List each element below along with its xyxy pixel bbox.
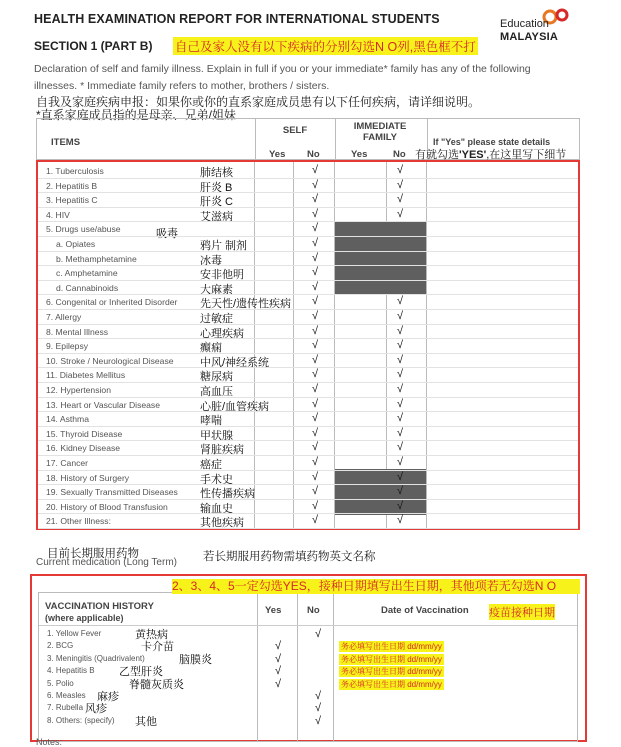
illness-row-label: 12. Hypertension <box>46 385 111 395</box>
illness-row-label: 2. Hepatitis B <box>46 180 98 191</box>
illness-row-zh: 手术史 <box>200 473 233 486</box>
illness-row-label: 16. Kidney Disease <box>46 443 121 454</box>
vaccine-date-hint[interactable]: 务必填写出生日期 dd/mm/yy <box>341 679 442 689</box>
family-no-checkbox[interactable]: √ <box>397 310 404 322</box>
section-note: 自己及家人没有以下疾病的分别勾选N O列,黑色框不打 <box>173 37 478 55</box>
illness-row-label: 4. HIV <box>46 209 70 220</box>
family-no-checkbox[interactable]: √ <box>397 426 404 439</box>
col-self-yes: Yes <box>269 149 286 160</box>
illness-row-zh: 肝炎 C <box>200 196 233 209</box>
self-no-checkbox[interactable]: √ <box>312 383 319 395</box>
vac-col-yes: Yes <box>265 605 282 616</box>
self-no-checkbox[interactable]: √ <box>312 441 319 454</box>
family-no-checkbox[interactable]: √ <box>397 339 404 352</box>
self-no-checkbox[interactable]: √ <box>312 397 319 410</box>
illness-row-zh: 心脏/血管疾病 <box>200 400 270 413</box>
col-self-no: No <box>307 149 320 160</box>
illness-row-label: 6. Congenital or Inherited Disorder <box>46 297 178 308</box>
logo-text-malaysia: MALAYSIA <box>500 31 559 43</box>
self-no-checkbox[interactable]: √ <box>312 412 319 425</box>
self-no-checkbox[interactable]: √ <box>312 470 319 483</box>
col-family-no: No <box>393 149 406 160</box>
illness-row-zh: 输血史 <box>200 502 233 515</box>
self-no-checkbox[interactable]: √ <box>312 178 319 191</box>
vaccine-row-label: 1. Yellow Fever <box>47 629 102 638</box>
vac-col-history-sub: (where applicable) <box>45 613 124 623</box>
row-divider <box>38 221 578 222</box>
illness-row-label: c. Amphetamine <box>56 268 118 279</box>
row-divider <box>38 499 578 500</box>
illness-row-zh: 安非他明 <box>200 269 244 282</box>
family-no-checkbox[interactable]: √ <box>397 441 404 454</box>
family-no-checkbox[interactable]: √ <box>397 178 404 191</box>
vac-col-date-zh: 疫苗接种日期 <box>489 604 555 620</box>
illness-row-zh: 中风/神经系统 <box>200 356 270 369</box>
row-divider <box>38 440 578 441</box>
family-no-checkbox[interactable]: √ <box>397 353 404 366</box>
declaration-text-1: Declaration of self and family illness. Explain in full if you or your immediate* family has any of the following <box>34 63 531 75</box>
vaccine-row-zh: 乙型肝炎 <box>119 666 163 679</box>
vaccine-date-hint[interactable]: 务必填写出生日期 dd/mm/yy <box>341 667 442 677</box>
vac-col-no: No <box>307 605 320 616</box>
vaccine-row-label: 2. BCG <box>47 641 74 651</box>
vaccine-yes-checkbox[interactable]: √ <box>275 665 282 678</box>
illness-row-zh: 大麻素 <box>200 283 233 296</box>
self-no-checkbox[interactable]: √ <box>312 426 319 439</box>
family-no-checkbox[interactable]: √ <box>397 295 404 308</box>
illness-row-label: a. Opiates <box>56 239 96 249</box>
row-divider <box>38 280 578 281</box>
family-no-checkbox[interactable]: √ <box>397 499 404 512</box>
vaccine-row-label: 5. Polio <box>47 678 74 688</box>
vaccine-date-hint[interactable]: 务必填写出生日期 dd/mm/yy <box>341 642 442 652</box>
self-no-checkbox[interactable]: √ <box>312 353 319 366</box>
row-divider <box>38 455 578 456</box>
row-divider <box>38 470 578 471</box>
vaccine-row-zh: 风疹 <box>85 703 107 716</box>
illness-row-zh: 其他疾病 <box>200 517 244 530</box>
self-no-checkbox[interactable]: √ <box>312 222 319 235</box>
vaccine-row-label: 7. Rubella <box>47 703 84 713</box>
illness-row-zh: 高血压 <box>200 386 233 398</box>
redacted-box-drugs <box>335 221 426 295</box>
vaccine-row-zh: 脊髓灰质炎 <box>129 678 184 691</box>
family-no-checkbox[interactable]: √ <box>397 412 404 425</box>
illness-row-label: 21. Other Illness: <box>46 516 111 527</box>
vaccine-row-label: 8. Others: (specify) <box>47 715 115 725</box>
vaccine-no-checkbox[interactable]: √ <box>315 714 322 727</box>
vaccine-row-label: 3. Meningitis (Quadrivalent) <box>47 653 145 663</box>
family-no-checkbox[interactable]: √ <box>397 456 404 468</box>
vac-col-date: Date of Vaccination <box>381 605 469 616</box>
col-details: If "Yes" please state details <box>433 137 551 147</box>
vaccine-row-label: 6. Measles <box>47 691 86 700</box>
col-self: SELF <box>282 125 308 136</box>
family-no-checkbox[interactable]: √ <box>397 397 404 410</box>
row-divider <box>38 382 578 383</box>
vaccination-rows <box>39 593 577 741</box>
family-no-checkbox[interactable]: √ <box>397 514 404 527</box>
illness-rows <box>38 162 578 528</box>
illness-row-label: 11. Diabetes Mellitus <box>46 370 126 381</box>
vaccine-yes-checkbox[interactable]: √ <box>275 652 282 665</box>
row-divider <box>38 265 578 266</box>
self-no-checkbox[interactable]: √ <box>312 324 319 337</box>
illness-row-zh: 甲状腺 <box>200 429 233 442</box>
family-no-checkbox[interactable]: √ <box>397 207 404 220</box>
current-medication-zh: 目前长期服用药物 <box>47 548 139 560</box>
row-divider <box>38 192 578 193</box>
vaccination-section <box>30 574 587 742</box>
row-divider <box>38 353 578 354</box>
self-no-checkbox[interactable]: √ <box>312 251 319 264</box>
redacted-box-history <box>335 469 426 515</box>
illness-row-zh: 性传播疾病 <box>200 488 255 501</box>
illness-row-zh: 肾脏疾病 <box>200 444 244 457</box>
self-no-checkbox[interactable]: √ <box>312 266 319 279</box>
illness-row-label: 17. Cancer <box>46 458 89 468</box>
row-divider <box>38 324 578 325</box>
row-divider <box>38 411 578 412</box>
current-medication-note: 若长期服用药物需填药物英文名称 <box>203 551 376 563</box>
col-items: ITEMS <box>51 137 81 148</box>
row-divider <box>38 513 578 514</box>
vaccine-row-zh: 脑膜炎 <box>179 653 212 666</box>
row-divider <box>38 236 578 237</box>
vaccination-note: 2、3、4、5一定勾选YES，接种日期填写出生日期，其他项若无勾选N O <box>172 579 580 594</box>
row-divider <box>38 484 578 485</box>
self-no-checkbox[interactable]: √ <box>312 368 319 381</box>
current-medication-en: Current medication (Long Term) <box>36 557 177 568</box>
vaccine-row-zh: 黄热病 <box>135 629 168 641</box>
drugs-zh-label: 吸毒 <box>156 228 178 240</box>
vaccine-date-hint[interactable]: 务必填写出生日期 dd/mm/yy <box>341 654 442 664</box>
education-malaysia-logo <box>492 8 592 44</box>
family-no-checkbox[interactable]: √ <box>397 324 404 337</box>
family-no-checkbox[interactable]: √ <box>397 485 404 498</box>
self-no-checkbox[interactable]: √ <box>312 514 319 527</box>
self-no-checkbox[interactable]: √ <box>312 499 319 512</box>
row-divider <box>38 338 578 339</box>
declaration-zh-2: *直系家庭成员指的是母亲、兄弟/姐妹 <box>36 108 237 122</box>
vac-col-history: VACCINATION HISTORY <box>45 601 154 612</box>
illness-row-zh: 心理疾病 <box>200 327 244 340</box>
vaccine-row-zh: 其他 <box>135 715 157 728</box>
self-no-checkbox[interactable]: √ <box>312 295 319 308</box>
col-family: IMMEDIATE FAMILY <box>353 121 407 143</box>
vaccine-no-checkbox[interactable]: √ <box>315 628 322 640</box>
family-no-checkbox[interactable]: √ <box>397 164 404 176</box>
illness-row-label: 5. Drugs use/abuse <box>46 224 121 235</box>
illness-row-label: 9. Epilepsy <box>46 341 89 352</box>
row-divider <box>38 426 578 427</box>
illness-row-label: 8. Mental Illness <box>46 326 109 337</box>
self-no-checkbox[interactable]: √ <box>312 280 319 293</box>
details-note-a: 有就勾选 <box>415 149 459 161</box>
illness-row-zh: 冰毒 <box>200 254 222 267</box>
row-divider <box>38 397 578 398</box>
self-no-checkbox[interactable]: √ <box>312 310 319 322</box>
illness-row-zh: 肺结核 <box>200 167 233 179</box>
self-no-checkbox[interactable]: √ <box>312 339 319 352</box>
family-no-checkbox[interactable]: √ <box>397 383 404 395</box>
row-divider <box>38 294 578 295</box>
vaccine-row-zh: 麻疹 <box>97 691 119 703</box>
illness-row-label: 7. Allergy <box>46 312 82 322</box>
self-no-checkbox[interactable]: √ <box>312 164 319 176</box>
illness-row-zh: 艾滋病 <box>200 210 233 223</box>
row-divider <box>38 367 578 368</box>
illness-row-label: d. Cannabinoids <box>56 282 119 293</box>
self-no-checkbox[interactable]: √ <box>312 193 319 206</box>
illness-row-zh: 先天性/遗传性疾病 <box>200 298 292 311</box>
details-note-c: ,在这里写下细节 <box>486 149 567 161</box>
illness-row-zh: 肝炎 B <box>200 181 233 194</box>
illness-row-zh: 哮喘 <box>200 415 222 428</box>
illness-row-label: 20. History of Blood Transfusion <box>46 501 168 512</box>
illness-row-label: 15. Thyroid Disease <box>46 428 123 439</box>
vaccine-no-checkbox[interactable]: √ <box>315 690 322 702</box>
illness-row-zh: 鸦片 制剂 <box>200 240 248 252</box>
declaration-zh-1: 自我及家庭疾病申报：如果你或你的直系家庭成员患有以下任何疾病，请详细说明。 <box>36 95 481 109</box>
illness-row-label: 19. Sexually Transmitted Diseases <box>46 487 178 498</box>
illness-row-label: 10. Stroke / Neurological Disease <box>46 355 174 366</box>
row-divider <box>38 178 578 179</box>
row-divider <box>38 207 578 208</box>
notes-label: Notes: <box>36 737 63 747</box>
family-no-checkbox[interactable]: √ <box>397 368 404 381</box>
illness-row-label: b. Methamphetamine <box>56 253 137 264</box>
family-no-checkbox[interactable]: √ <box>397 470 404 483</box>
vaccine-yes-checkbox[interactable]: √ <box>275 677 282 690</box>
row-divider <box>38 528 578 529</box>
self-no-checkbox[interactable]: √ <box>312 207 319 220</box>
section-heading: SECTION 1 (PART B) <box>34 39 153 53</box>
self-no-checkbox[interactable]: √ <box>312 456 319 468</box>
illness-row-label: 13. Heart or Vascular Disease <box>46 399 160 410</box>
vaccine-row-label: 4. Hepatitis B <box>47 666 95 676</box>
vaccine-no-checkbox[interactable]: √ <box>315 702 322 715</box>
self-no-checkbox[interactable]: √ <box>312 485 319 498</box>
vaccine-yes-checkbox[interactable]: √ <box>275 640 282 653</box>
vaccine-row-zh: 卡介苗 <box>141 641 174 654</box>
self-no-checkbox[interactable]: √ <box>312 237 319 249</box>
illness-row-zh: 过敏症 <box>200 313 233 325</box>
col-family-yes: Yes <box>351 149 368 160</box>
illness-row-zh: 糖尿病 <box>200 371 233 384</box>
logo-text-education: Education <box>500 18 549 30</box>
declaration-text-2: illnesses. * Immediate family refers to mother, brothers / sisters. <box>34 80 330 92</box>
illness-row-zh: 癫痫 <box>200 342 222 355</box>
illness-row-label: 3. Hepatitis C <box>46 195 98 206</box>
row-divider <box>38 309 578 310</box>
row-divider <box>38 251 578 252</box>
illness-row-label: 14. Asthma <box>46 414 89 425</box>
illness-table-body <box>36 160 580 530</box>
report-title: HEALTH EXAMINATION REPORT FOR INTERNATIONAL STUDENTS <box>34 12 440 26</box>
family-no-checkbox[interactable]: √ <box>397 193 404 206</box>
illness-row-label: 18. History of Surgery <box>46 472 130 483</box>
illness-row-label: 1. Tuberculosis <box>46 166 104 176</box>
illness-row-zh: 癌症 <box>200 459 222 471</box>
details-note-b: 'YES' <box>459 149 487 161</box>
vaccination-table <box>38 592 578 742</box>
